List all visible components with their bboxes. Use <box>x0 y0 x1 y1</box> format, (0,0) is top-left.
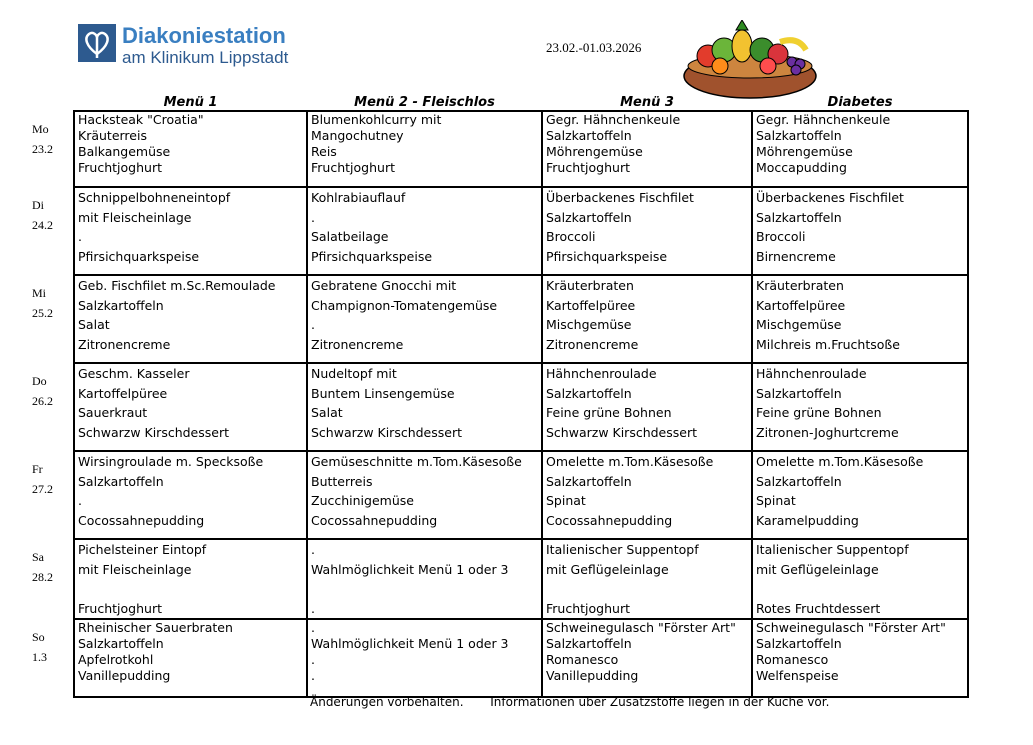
dish-line: Blumenkohlcurry mit <box>311 112 442 127</box>
dish-line: . <box>78 493 82 508</box>
column-header-menu3: Menü 3 <box>620 95 674 110</box>
dish-line: Salzkartoffeln <box>546 473 632 489</box>
day-date: 24.2 <box>32 218 53 232</box>
dish-line: Champignon-Tomatengemüse <box>311 297 498 313</box>
dish-line: Butterreis <box>311 473 373 489</box>
dish-line: . <box>311 620 315 635</box>
dish-line: Überbackenes Fischfilet <box>546 190 694 205</box>
dish-line: Hacksteak "Croatia" <box>78 112 204 127</box>
dish-line: . <box>311 652 315 667</box>
menu-cell <box>542 111 752 187</box>
dish-line: Hähnchenroulade <box>546 366 657 381</box>
dish-line: Wahlmöglichkeit Menü 1 oder 3 <box>311 561 509 577</box>
dish-line: Salatbeilage <box>311 229 389 244</box>
dish-line: Cocossahnepudding <box>546 512 673 528</box>
dish-line: Kräuterbraten <box>756 278 844 293</box>
dish-line: Möhrengemüse <box>546 144 643 159</box>
dish-line: Salzkartoffeln <box>546 209 632 225</box>
dish-line: Milchreis m.Fruchtsoße <box>756 336 900 352</box>
dish-line: . <box>311 317 315 332</box>
logo <box>78 24 288 68</box>
dish-line: Pfirsichquarkspeise <box>311 248 433 264</box>
menu-cell <box>74 275 307 363</box>
dish-line: Salzkartoffeln <box>78 473 164 489</box>
menu-cell <box>752 363 968 451</box>
dish-line: Fruchtjoghurt <box>311 160 395 175</box>
menu-cell <box>307 451 542 539</box>
dish-line: Balkangemüse <box>78 144 171 159</box>
dish-line: Omelette m.Tom.Käsesoße <box>756 454 924 469</box>
dish-line: Zitronencreme <box>311 336 404 352</box>
dish-line: Salzkartoffeln <box>756 209 842 225</box>
dish-line: Zitronen-Joghurtcreme <box>756 424 899 440</box>
table-row <box>74 275 968 363</box>
dish-line: Pichelsteiner Eintopf <box>78 542 207 557</box>
menu-cell <box>542 275 752 363</box>
menu-cell <box>542 363 752 451</box>
dish-line: . <box>78 229 82 244</box>
day-name: Mi <box>32 286 47 300</box>
day-label <box>32 284 53 322</box>
dish-line: Kohlrabiauflauf <box>311 190 406 205</box>
dish-line: Reis <box>311 144 337 159</box>
menu-cell <box>74 363 307 451</box>
column-header-menu2: Menü 2 - Fleischlos <box>354 95 495 110</box>
dish-line: Birnencreme <box>756 248 836 264</box>
dish-line: Salzkartoffeln <box>546 385 632 401</box>
day-name: Di <box>32 198 44 212</box>
dish-line: Pfirsichquarkspeise <box>546 248 668 264</box>
dish-line: Vanillepudding <box>78 668 171 683</box>
dish-line: Nudeltopf mit <box>311 366 397 381</box>
dish-line: Fruchtjoghurt <box>78 600 162 616</box>
dish-line: Omelette m.Tom.Käsesoße <box>546 454 714 469</box>
dish-line: Zitronencreme <box>546 336 639 352</box>
day-name: Mo <box>32 122 49 136</box>
dish-line: . <box>311 209 315 225</box>
dish-line: Kartoffelpüree <box>78 385 168 401</box>
day-label <box>32 120 53 158</box>
menu-cell <box>307 363 542 451</box>
dish-line: Italienischer Suppentopf <box>546 542 699 557</box>
dish-line: Broccoli <box>756 229 806 244</box>
menu-cell <box>752 187 968 275</box>
day-name: Sa <box>32 550 44 564</box>
dish-line: Wirsingroulade m. Specksoße <box>78 454 264 469</box>
dish-line: Italienischer Suppentopf <box>756 542 909 557</box>
logo-subtitle: am Klinikum Lippstadt <box>122 48 289 67</box>
day-name: Fr <box>32 462 43 476</box>
column-header-menu1: Menü 1 <box>163 95 218 110</box>
dish-line: Geschm. Kasseler <box>78 366 190 381</box>
dish-line: Zucchinigemüse <box>311 493 414 508</box>
dish-line: Mischgemüse <box>756 317 842 332</box>
dish-line <box>546 579 751 599</box>
dish-line: Fruchtjoghurt <box>546 600 630 616</box>
day-label <box>32 628 47 666</box>
dish-line: Gegr. Hähnchenkeule <box>546 112 681 127</box>
dish-line: Feine grüne Bohnen <box>546 405 672 420</box>
table-row <box>74 619 968 697</box>
dish-line: Buntem Linsengemüse <box>311 385 455 401</box>
dish-line: Kräuterreis <box>78 128 147 143</box>
dish-line: Schwarzw Kirschdessert <box>311 424 463 440</box>
footer-additives: Informationen über Zusatzstoffe liegen in der Küche vor. <box>490 695 830 709</box>
menu-cell <box>307 187 542 275</box>
menu-cell <box>74 619 307 697</box>
menu-cell <box>74 539 307 619</box>
menu-cell <box>74 187 307 275</box>
dish-line: Fruchtjoghurt <box>78 160 162 175</box>
day-label <box>32 372 53 410</box>
day-label <box>32 548 53 586</box>
day-date: 23.2 <box>32 142 53 156</box>
day-date: 1.3 <box>32 650 47 664</box>
dish-line: Zitronencreme <box>78 336 171 352</box>
dish-line: . <box>311 542 315 557</box>
dish-line: Mischgemüse <box>546 317 632 332</box>
footer-changes: Änderungen vorbehalten. <box>310 695 464 709</box>
dish-line: Salzkartoffeln <box>78 636 164 651</box>
dish-line: mit Geflügeleinlage <box>756 561 879 577</box>
dish-line: Hähnchenroulade <box>756 366 867 381</box>
menu-cell <box>752 275 968 363</box>
dish-line: Spinat <box>756 493 796 508</box>
menu-cell <box>307 111 542 187</box>
dish-line: Wahlmöglichkeit Menü 1 oder 3 <box>311 636 509 651</box>
dish-line: Gemüseschnitte m.Tom.Käsesoße <box>311 454 522 469</box>
column-header-diabetes: Diabetes <box>827 95 893 110</box>
dish-line <box>756 579 967 599</box>
day-date: 25.2 <box>32 306 53 320</box>
dish-line: Broccoli <box>546 229 596 244</box>
dish-line <box>311 579 541 599</box>
dish-line: Salzkartoffeln <box>78 297 164 313</box>
dish-line: Romanesco <box>756 652 829 667</box>
menu-cell <box>307 275 542 363</box>
diakonie-logo-icon <box>78 24 116 62</box>
menu-table <box>73 90 969 698</box>
dish-line: Rotes Fruchtdessert <box>756 600 881 616</box>
menu-cell <box>752 539 968 619</box>
dish-line: Schwarzw Kirschdessert <box>78 424 230 440</box>
table-row <box>74 451 968 539</box>
dish-line: Schweinegulasch "Förster Art" <box>546 620 736 635</box>
dish-line: Kartoffelpüree <box>546 297 636 313</box>
dish-line: Mangochutney <box>311 128 404 143</box>
dish-line <box>78 579 306 599</box>
day-date: 28.2 <box>32 570 53 584</box>
menu-cell <box>307 619 542 697</box>
menu-cell <box>752 619 968 697</box>
dish-line: Gegr. Hähnchenkeule <box>756 112 891 127</box>
table-row <box>74 187 968 275</box>
dish-line: Spinat <box>546 493 586 508</box>
dish-line: Salat <box>78 317 110 332</box>
dish-line: Vanillepudding <box>546 668 639 683</box>
day-name: Do <box>32 374 47 388</box>
dish-line: Welfenspeise <box>756 668 839 683</box>
dish-line: Salzkartoffeln <box>756 385 842 401</box>
menu-cell <box>74 451 307 539</box>
menu-cell <box>74 111 307 187</box>
dish-line: Sauerkraut <box>78 405 148 420</box>
dish-line: Rheinischer Sauerbraten <box>78 620 233 635</box>
day-label <box>32 196 53 234</box>
dish-line: Moccapudding <box>756 160 847 175</box>
footer-note <box>310 695 829 709</box>
dish-line: Romanesco <box>546 652 619 667</box>
dish-line: mit Geflügeleinlage <box>546 561 669 577</box>
dish-line: Schwarzw Kirschdessert <box>546 424 698 440</box>
menu-cell <box>307 539 542 619</box>
date-range: 23.02.-01.03.2026 <box>546 40 642 55</box>
table-row <box>74 539 968 619</box>
dish-line: Apfelrotkohl <box>78 652 154 667</box>
dish-line: . <box>311 668 315 683</box>
dish-line: Salat <box>311 405 343 420</box>
dish-line: Feine grüne Bohnen <box>756 405 882 420</box>
dish-line: Kräuterbraten <box>546 278 634 293</box>
dish-line: Fruchtjoghurt <box>546 160 630 175</box>
dish-line: mit Fleischeinlage <box>78 209 192 225</box>
menu-cell <box>542 619 752 697</box>
day-date: 27.2 <box>32 482 53 496</box>
dish-line: . <box>311 600 315 616</box>
dish-line: mit Fleischeinlage <box>78 561 192 577</box>
menu-cell <box>752 451 968 539</box>
day-name: So <box>32 630 45 644</box>
dish-line: Cocossahnepudding <box>311 512 438 528</box>
menu-cell <box>542 539 752 619</box>
menu-cell <box>542 187 752 275</box>
dish-line: Gebratene Gnocchi mit <box>311 278 457 293</box>
dish-line: Salzkartoffeln <box>756 473 842 489</box>
logo-title: Diakoniestation <box>122 23 286 48</box>
day-label <box>32 460 53 498</box>
dish-line: Karamelpudding <box>756 512 859 528</box>
menu-cell <box>752 111 968 187</box>
dish-line: Überbackenes Fischfilet <box>756 190 904 205</box>
table-row <box>74 363 968 451</box>
day-date: 26.2 <box>32 394 53 408</box>
dish-line: Salzkartoffeln <box>756 636 842 651</box>
dish-line: Geb. Fischfilet m.Sc.Remoulade <box>78 278 276 293</box>
dish-line: Schweinegulasch "Förster Art" <box>756 620 946 635</box>
dish-line: Kartoffelpüree <box>756 297 846 313</box>
dish-line: Schnippelbohneneintopf <box>78 190 231 205</box>
dish-line: Möhrengemüse <box>756 144 853 159</box>
dish-line: Cocossahnepudding <box>78 512 205 528</box>
dish-line: Salzkartoffeln <box>546 128 632 143</box>
dish-line: Salzkartoffeln <box>756 128 842 143</box>
dish-line: Pfirsichquarkspeise <box>78 248 200 264</box>
table-row <box>74 111 968 187</box>
dish-line: Salzkartoffeln <box>546 636 632 651</box>
menu-cell <box>542 451 752 539</box>
